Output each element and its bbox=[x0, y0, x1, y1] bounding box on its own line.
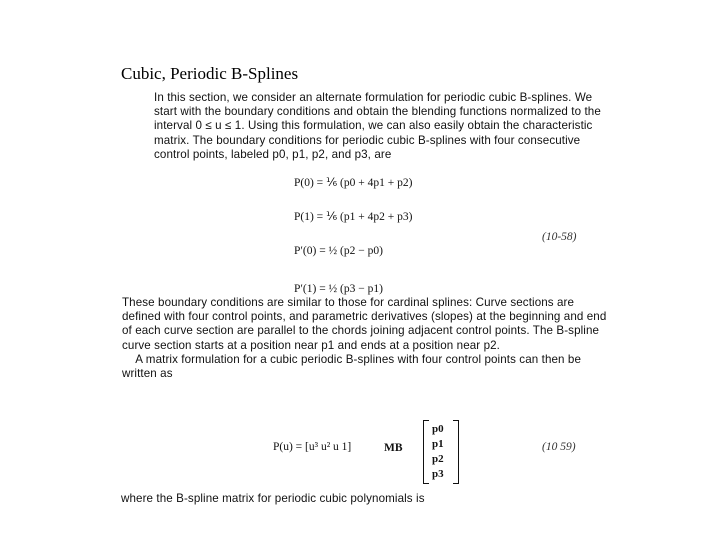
equation-p1: P(1) = ⅙ (p1 + 4p2 + p3) bbox=[294, 211, 413, 223]
control-point-vector bbox=[423, 420, 459, 484]
matrix-mb: MB bbox=[384, 442, 403, 454]
boundary-paragraph bbox=[122, 296, 616, 381]
slide-title: Cubic, Periodic B-Splines bbox=[121, 64, 299, 83]
equation-dp0: P′(0) = ½ (p2 − p0) bbox=[294, 245, 383, 257]
vector-p0: p0 bbox=[432, 423, 444, 435]
matrix-equation-lhs: P(u) = [u³ u² u 1] bbox=[273, 441, 352, 453]
vector-p2: p2 bbox=[432, 453, 444, 465]
matrix-intro-text: A matrix formulation for a cubic periodic B-splines with four control points can then be written as bbox=[122, 352, 582, 381]
scanned-page bbox=[118, 84, 618, 509]
boundary-text: These boundary conditions are similar to those for cardinal splines: Curve sections are defined with four control points, and parametric derivatives (slopes) at the beginning and end of each curve section are parallel to the chords joining adjacent control points. The B-spline curve section starts at a position near p1 and ends at a position near p2. bbox=[122, 296, 607, 352]
vector-p1: p1 bbox=[432, 438, 444, 450]
equation-p0: P(0) = ⅙ (p0 + 4p1 + p2) bbox=[294, 177, 413, 189]
where-paragraph: where the B-spline matrix for periodic cubic polynomials is bbox=[121, 492, 425, 505]
equation-dp1: P′(1) = ½ (p3 − p1) bbox=[294, 283, 383, 295]
intro-paragraph: In this section, we consider an alternate formulation for periodic cubic B-splines. We start with the boundary conditions and obtain the blending functions normalized to the interval 0 ≤ u ≤ 1. Using this formulation, we can also easily obtain the characteristic matrix. The boundary conditions for periodic cubic B-splines with four consecutive control points, labeled p0, p1, p2, and p3, are bbox=[154, 91, 601, 161]
equation-number-1: (10-58) bbox=[542, 231, 577, 243]
equation-number-2: (10 59) bbox=[542, 441, 576, 453]
vector-p3: p3 bbox=[432, 468, 444, 480]
